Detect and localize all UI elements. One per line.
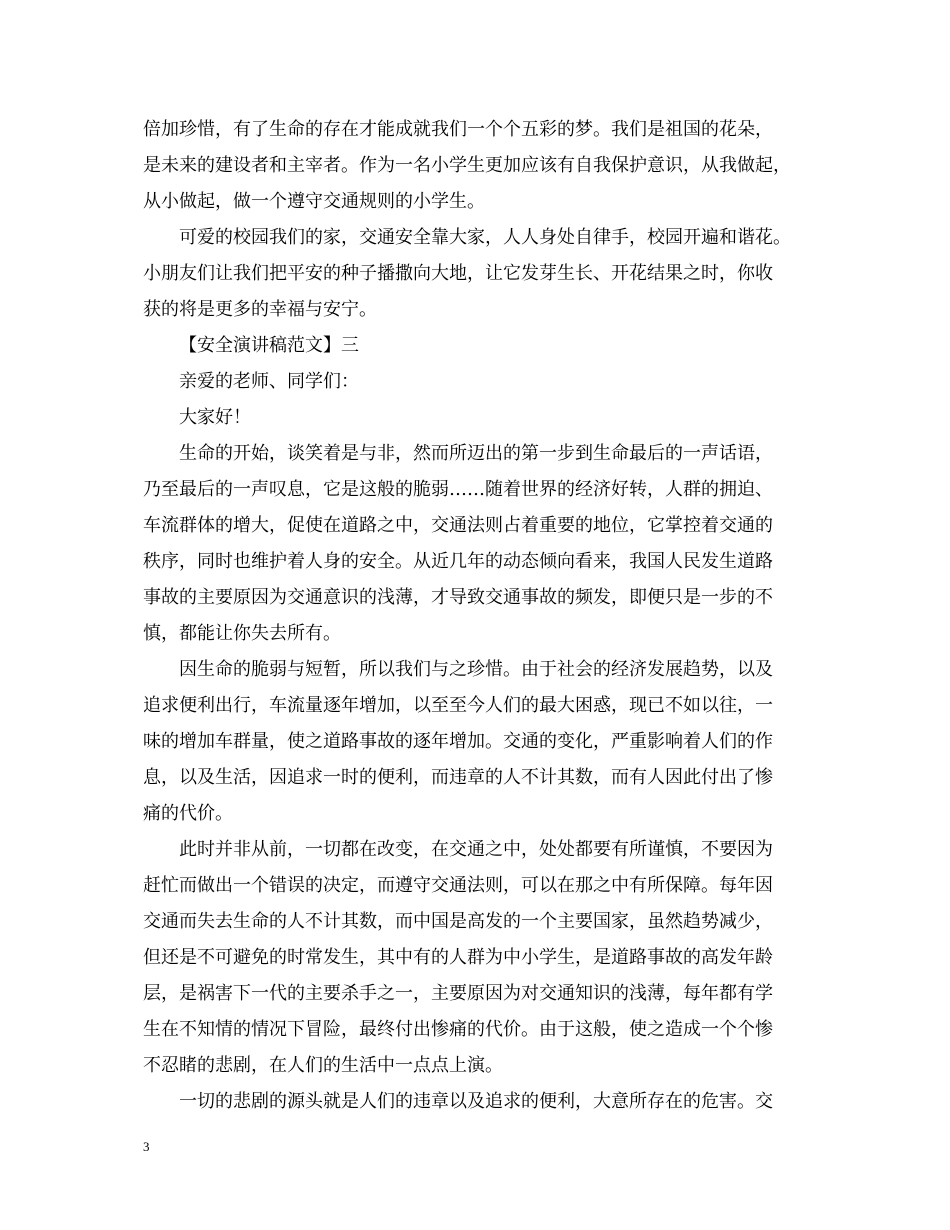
text-line: 从小做起，做一个遵守交通规则的小学生。 xyxy=(143,191,485,212)
text-line: 小朋友们让我们把平安的种子播撒向大地，让它发芽生长、开花结果之时，你收 xyxy=(143,263,773,284)
text-line: 此时并非从前，一切都在改变，在交通之中，处处都要有所谨慎，不要因为 xyxy=(179,839,773,860)
text-line: 慎，都能让你失去所有。 xyxy=(143,623,341,644)
text-line: 车流群体的增大，促使在道路之中，交通法则占着重要的地位，它掌控着交通的 xyxy=(143,515,773,536)
text-line: 赶忙而做出一个错误的决定，而遵守交通法则，可以在那之中有所保障。每年因 xyxy=(143,875,773,896)
text-line: 乃至最后的一声叹息，它是这般的脆弱……随着世界的经济好转，人群的拥迫、 xyxy=(143,479,773,500)
text-line: 痛的代价。 xyxy=(143,803,233,824)
text-line: 一切的悲剧的源头就是人们的违章以及追求的便利，大意所存在的危害。交 xyxy=(179,1091,773,1112)
text-line: 获的将是更多的幸福与安宁。 xyxy=(143,299,377,320)
text-line: 生命的开始，谈笑着是与非，然而所迈出的第一步到生命最后的一声话语， xyxy=(179,443,773,464)
text-line: 味的增加车群量，使之道路事故的逐年增加。交通的变化，严重影响着人们的作 xyxy=(143,731,773,752)
text-line: 生在不知情的情况下冒险，最终付出惨痛的代价。由于这般，使之造成一个个惨 xyxy=(143,1019,773,1040)
greeting: 大家好！ xyxy=(179,407,251,428)
text-line: 交通而失去生命的人不计其数，而中国是高发的一个主要国家，虽然趋势减少， xyxy=(143,911,773,932)
page-number: 3 xyxy=(143,1139,150,1154)
text-line: 不忍睹的悲剧，在人们的生活中一点点上演。 xyxy=(143,1055,503,1076)
text-line: 因生命的脆弱与短暂，所以我们与之珍惜。由于社会的经济发展趋势，以及 xyxy=(179,659,773,680)
text-line: 是未来的建设者和主宰者。作为一名小学生更加应该有自我保护意识，从我做起， xyxy=(143,155,791,176)
salutation: 亲爱的老师、同学们： xyxy=(179,371,359,392)
text-line: 但还是不可避免的时常发生，其中有的人群为中小学生，是道路事故的高发年龄 xyxy=(143,947,773,968)
text-line: 倍加珍惜，有了生命的存在才能成就我们一个个五彩的梦。我们是祖国的花朵， xyxy=(143,119,773,140)
text-line: 息，以及生活，因追求一时的便利，而违章的人不计其数，而有人因此付出了惨 xyxy=(143,767,773,788)
text-line: 可爱的校园我们的家，交通安全靠大家，人人身处自律手，校园开遍和谐花。 xyxy=(179,227,791,248)
text-line: 追求便利出行，车流量逐年增加，以至至今人们的最大困惑，现已不如以往，一 xyxy=(143,695,773,716)
section-heading: 【安全演讲稿范文】三 xyxy=(179,335,359,356)
text-line: 秩序，同时也维护着人身的安全。从近几年的动态倾向看来，我国人民发生道路 xyxy=(143,551,773,572)
text-line: 层，是祸害下一代的主要杀手之一，主要原因为对交通知识的浅薄，每年都有学 xyxy=(143,983,773,1004)
text-line: 事故的主要原因为交通意识的浅薄，才导致交通事故的频发，即便只是一步的不 xyxy=(143,587,773,608)
